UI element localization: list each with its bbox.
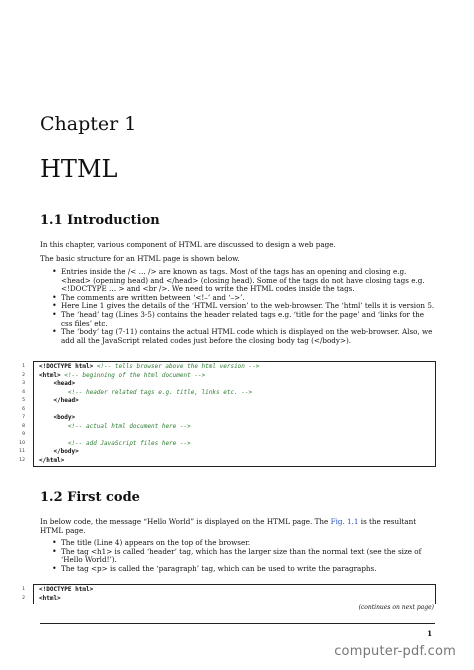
code-tag: <!DOCTYPE html> [39, 586, 94, 593]
code-line [22, 406, 435, 415]
code-text [39, 595, 61, 604]
code-text [39, 448, 79, 457]
line-number: 1 [22, 364, 25, 369]
chapter-title: HTML [40, 155, 118, 183]
code-comment: <!-- tells browser above the html version --> [93, 363, 260, 370]
list-item: • The ‘head’ tag (Lines 3-5) contains the header related tags e.g. ‘title for the page’ and ‘links for the css files’ etc. [52, 311, 436, 328]
code-text [39, 423, 191, 432]
code-tag: </html> [39, 456, 65, 464]
line-number: 5 [22, 398, 25, 403]
code-text [39, 397, 79, 406]
intro-bullet-list [52, 268, 436, 345]
line-number: 8 [22, 423, 25, 429]
code-line [22, 586, 435, 595]
line-number: 3 [22, 381, 25, 386]
line-number: 2 [22, 595, 25, 601]
list-item: • The tag <h1> is called ‘header’ tag, which has the larger size than the normal text (see the size of ‘Hello World!’). [52, 548, 436, 565]
code-text [39, 586, 93, 595]
code-text [39, 457, 64, 466]
code-line [22, 363, 435, 372]
line-number: 7 [22, 415, 25, 420]
line-number: 2 [22, 372, 25, 378]
figure-link[interactable]: Fig. 1.1 [330, 517, 359, 526]
list-item: • The title (Line 4) appears on the top of the browser. [52, 539, 436, 548]
code-text [39, 440, 191, 449]
line-number: 12 [19, 457, 25, 463]
code-comment: <!-- add JavaScript files here --> [67, 439, 191, 447]
section-heading-first-code: 1.2 First code [40, 490, 140, 505]
intro-paragraph-1: In this chapter, various component of HTML are discussed to design a web page. [40, 240, 336, 249]
list-item: • The tag <p> is called the ‘paragraph’ tag, which can be used to write the paragraphs. [52, 565, 436, 574]
chapter-label: Chapter 1 [40, 113, 137, 135]
line-number: 6 [22, 406, 25, 412]
code-line [22, 388, 435, 398]
code-line [22, 371, 435, 381]
code-line [22, 422, 435, 432]
code-listing-structure [19, 361, 436, 467]
list-item: • Here Line 1 gives the details of the ‘HTML version’ to the web-browser. The ‘html’ tells it is version 5. [52, 302, 436, 311]
line-number: 9 [22, 432, 25, 437]
code-tag: <body> [53, 414, 76, 421]
continues-note: (continues on next page) [358, 604, 434, 611]
code-tag: <html> [39, 371, 61, 379]
code-tag: </head> [53, 397, 79, 404]
code-line [22, 431, 435, 440]
page-number: 1 [427, 629, 433, 638]
code-line [19, 456, 435, 466]
line-number: 1 [22, 587, 25, 592]
code-tag: <!DOCTYPE html> [39, 363, 94, 370]
line-number: 4 [22, 389, 25, 395]
code-text [39, 414, 75, 423]
list-item: • The comments are written between ‘<!–’ and ‘–>’. [52, 294, 436, 303]
line-number: 11 [19, 449, 25, 454]
first-code-bullet-list [52, 539, 436, 573]
code-line [22, 594, 435, 604]
line-number: 10 [19, 440, 25, 446]
section-heading-introduction: 1.1 Introduction [40, 213, 160, 228]
code-tag: <html> [39, 594, 61, 602]
code-line [22, 380, 435, 389]
code-text [39, 389, 252, 398]
code-comment: <!-- beginning of the html document --> [60, 371, 206, 379]
list-item: • The ‘body’ tag (7-11) contains the actual HTML code which is displayed on the web-browser. Also, we add all the JavaScript related codes just before the closing body tag (</body>). [52, 328, 436, 345]
footer-rule [40, 623, 435, 624]
list-item: • Entries inside the /< … /> are known as tags. Most of the tags has an opening and closing e.g. <head> (opening head) and </head> (closing head). Some of the tags do not have closing tags e.g. <!DOCTYPE … > and <br />. We need to write the HTML codes inside the tags. [52, 268, 436, 294]
watermark-logo: computer-pdf.com [334, 644, 456, 659]
code-line [19, 439, 435, 449]
code-line [22, 397, 435, 406]
code-comment: <!-- actual html document here --> [67, 422, 191, 430]
code-line [22, 414, 435, 423]
code-text [39, 363, 259, 372]
first-code-paragraph: In below code, the message “Hello World” is displayed on the HTML page. The Fig. 1.1 is the resultant HTML page. [40, 517, 417, 535]
code-tag: </body> [53, 448, 79, 455]
code-text [39, 380, 75, 389]
code-comment: <!-- header related tags e.g. title, links etc. --> [67, 388, 253, 396]
code-text [39, 372, 205, 381]
code-line [19, 448, 435, 457]
code-tag: <head> [53, 380, 76, 387]
code-listing-first-code [22, 584, 436, 604]
intro-paragraph-2: The basic structure for an HTML page is shown below. [40, 254, 240, 263]
